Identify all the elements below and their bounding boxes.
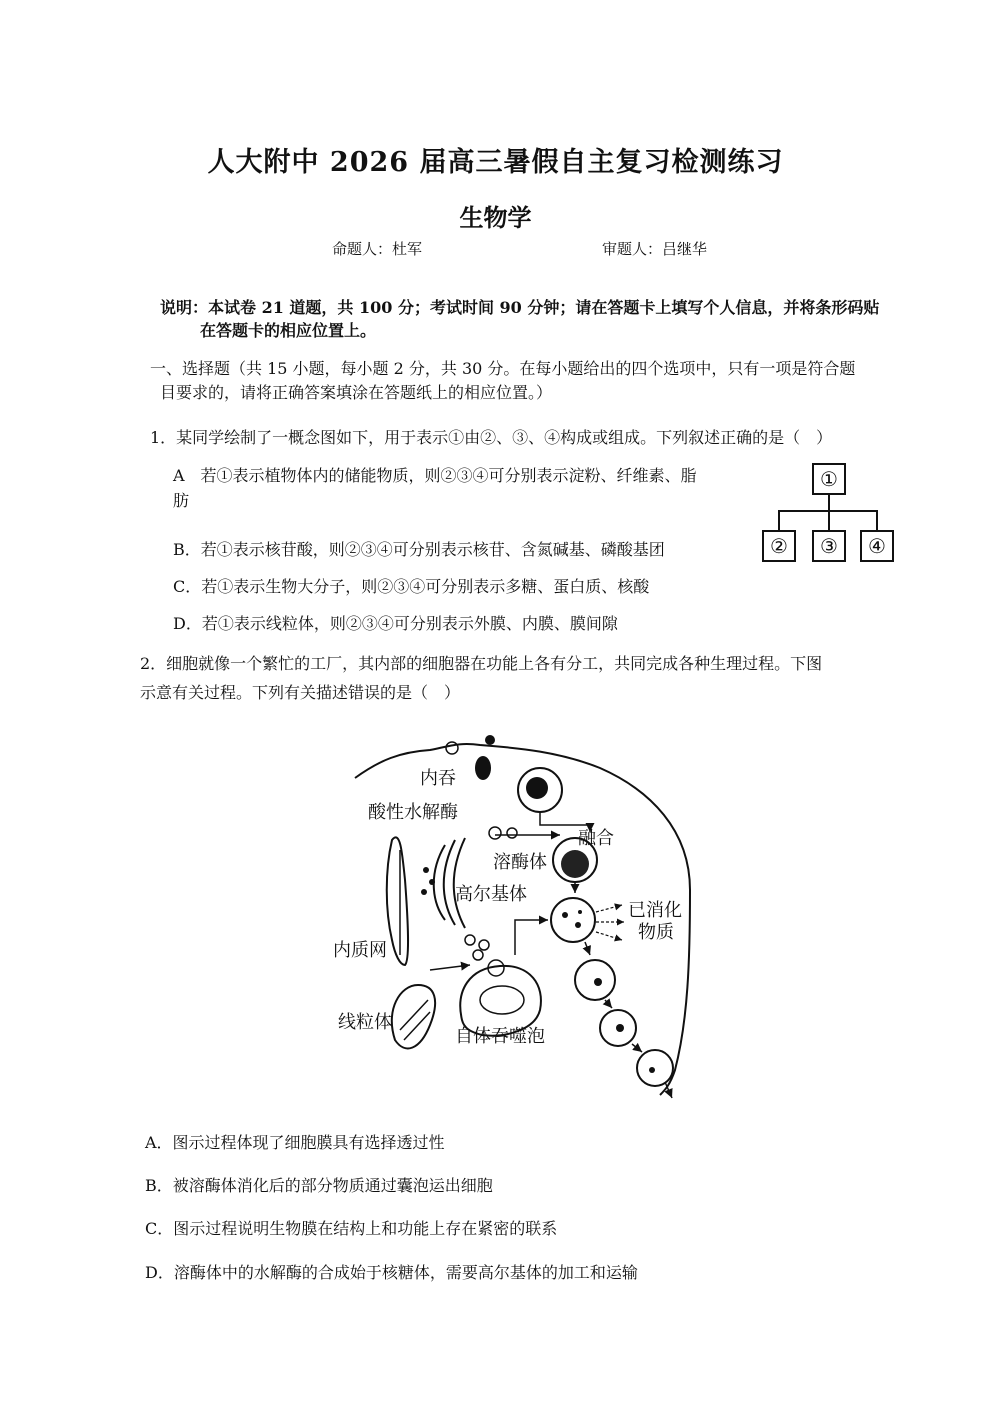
q2-option-c: C．图示过程说明生物膜在结构上和功能上存在紧密的联系	[145, 1219, 558, 1238]
concept-node-3: ③	[812, 530, 846, 562]
q1-stem: 1．某同学绘制了一概念图如下，用于表示①由②、③、④构成或组成。下列叙述正确的是（ ）	[150, 428, 833, 447]
author: 命题人：杜军	[332, 240, 423, 258]
label-mitochondrion: 线粒体	[338, 1012, 392, 1033]
label-endocytosis: 内吞	[420, 768, 456, 789]
label-autophagosome: 自体吞噬泡	[455, 1026, 545, 1047]
concept-node-2: ②	[762, 530, 796, 562]
section1-line1: 一、选择题（共 15 小题，每小题 2 分，共 30 分。在每小题给出的四个选项中，只有一项是符合题	[150, 359, 856, 378]
q2-option-d: D．溶酶体中的水解酶的合成始于核糖体，需要高尔基体的加工和运输	[145, 1263, 638, 1282]
subject-title: 生物学	[459, 203, 532, 232]
concept-node-4: ④	[860, 530, 894, 562]
q1-option-a-cont: 肪	[173, 491, 190, 510]
instructions-line2: 在答题卡的相应位置上。	[200, 321, 377, 340]
q1-option-a: A 若①表示植物体内的储能物质，则②③④可分别表示淀粉、纤维素、脂	[173, 466, 697, 485]
label-acid-hydrolase: 酸性水解酶	[368, 802, 458, 823]
concept-node-1: ①	[812, 463, 846, 495]
label-digested-2: 物质	[638, 922, 674, 943]
q2-stem-line1: 2．细胞就像一个繁忙的工厂，其内部的细胞器在功能上各有分工，共同完成各种生理过程。下图	[140, 654, 823, 673]
q2-stem-line2: 示意有关过程。下列有关描述错误的是（ ）	[140, 683, 461, 702]
q2-option-b: B．被溶酶体消化后的部分物质通过囊泡运出细胞	[145, 1176, 493, 1195]
label-digested-1: 已消化	[628, 900, 682, 921]
instructions-line1: 说明：本试卷 21 道题，共 100 分；考试时间 90 分钟；请在答题卡上填写个人信息，并将条形码贴	[160, 298, 880, 317]
reviewer: 审题人：吕继华	[602, 240, 708, 258]
label-lysosome: 溶酶体	[493, 852, 547, 873]
q1-option-d: D．若①表示线粒体，则②③④可分别表示外膜、内膜、膜间隙	[173, 614, 618, 633]
label-er: 内质网	[333, 940, 387, 961]
section1-line2: 目要求的，请将正确答案填涂在答题纸上的相应位置。）	[160, 383, 553, 402]
label-golgi: 高尔基体	[455, 884, 527, 905]
page-title: 人大附中 2026 届高三暑假自主复习检测练习	[207, 147, 784, 178]
label-fusion: 融合	[578, 828, 614, 849]
q1-option-c: C．若①表示生物大分子，则②③④可分别表示多糖、蛋白质、核酸	[173, 577, 650, 596]
q2-option-a: A．图示过程体现了细胞膜具有选择透过性	[145, 1133, 445, 1152]
q1-option-b: B．若①表示核苷酸，则②③④可分别表示核苷、含氮碱基、磷酸基团	[173, 540, 665, 559]
